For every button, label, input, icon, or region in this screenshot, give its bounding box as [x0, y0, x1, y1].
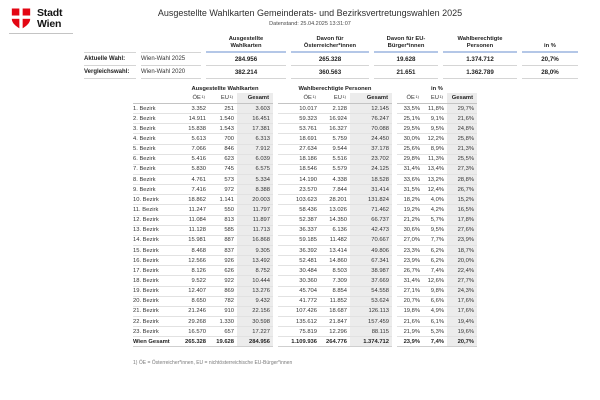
- table-cell: 846: [209, 145, 237, 155]
- table-cell: 5.579: [320, 165, 350, 175]
- table-cell: 3.352: [177, 104, 209, 114]
- summary-col-header: [291, 31, 369, 53]
- table-cell: 18.862: [177, 195, 209, 205]
- table-cell: 7.844: [320, 185, 350, 195]
- table-cell: 7.066: [177, 145, 209, 155]
- table-cell: 49.806: [350, 246, 392, 256]
- table-cell: 9.544: [320, 145, 350, 155]
- district-row-label: 8. Bezirk: [133, 175, 177, 185]
- district-row-label: 22. Bezirk: [133, 317, 177, 327]
- table-cell: 11.084: [177, 216, 209, 226]
- district-row-label: 21. Bezirk: [133, 307, 177, 317]
- table-cell: 17.381: [237, 124, 273, 134]
- table-cell: 6,6%: [423, 297, 447, 307]
- table-cell: 745: [209, 165, 237, 175]
- table-cell: 5.516: [320, 155, 350, 165]
- table-cell: 4.761: [177, 175, 209, 185]
- table-cell: 42.473: [350, 226, 392, 236]
- table-cell: 19,6%: [447, 327, 477, 337]
- table-cell: 6.575: [237, 165, 273, 175]
- table-cell: 28.201: [320, 195, 350, 205]
- table-cell: 8.388: [237, 185, 273, 195]
- column-group-label: Wahlberechtigte Personen: [298, 85, 372, 92]
- table-cell: 7,4%: [423, 266, 447, 276]
- table-cell: 25,1%: [397, 114, 423, 124]
- footnote-marker: 1): [312, 93, 316, 99]
- table-cell: 6,2%: [423, 246, 447, 256]
- table-cell: 13,2%: [423, 175, 447, 185]
- table-cell: 15.838: [177, 124, 209, 134]
- table-cell: 33,5%: [397, 104, 423, 114]
- table-cell: 21,6%: [397, 317, 423, 327]
- table-cell: 3.603: [237, 104, 273, 114]
- table-cell: 30.598: [237, 317, 273, 327]
- table-cell: 869: [209, 287, 237, 297]
- table-cell: 53.624: [350, 297, 392, 307]
- table-cell: 265.328: [177, 337, 209, 347]
- table-cell: 52.481: [278, 256, 320, 266]
- table-cell: 14.190: [278, 175, 320, 185]
- table-cell: 30.484: [278, 266, 320, 276]
- table-cell: 264.776: [320, 337, 350, 347]
- table-cell: 29.268: [177, 317, 209, 327]
- district-row-label: 3. Bezirk: [133, 124, 177, 134]
- group-header-spacer: [133, 84, 177, 93]
- summary-header-spacer: [141, 31, 201, 53]
- summary-header-label: Davon für Österreicher*innen: [303, 36, 357, 50]
- table-cell: 15.981: [177, 236, 209, 246]
- summary-value: 20,7%: [522, 53, 578, 66]
- summary-value: 284.956: [206, 53, 286, 66]
- summary-value: 21.651: [374, 66, 438, 79]
- table-cell: 23,3%: [397, 246, 423, 256]
- summary-value: 19.628: [374, 53, 438, 66]
- table-cell: 25,5%: [447, 155, 477, 165]
- table-cell: 284.956: [237, 337, 273, 347]
- summary-value: 28,0%: [522, 66, 578, 79]
- summary-value: 265.328: [291, 53, 369, 66]
- table-cell: 4,2%: [423, 205, 447, 215]
- table-cell: 24.450: [350, 134, 392, 144]
- table-cell: 31,4%: [397, 165, 423, 175]
- subcolumn-header: EU 1): [209, 93, 237, 104]
- district-row-label: 20. Bezirk: [133, 297, 177, 307]
- table-cell: 6.313: [237, 134, 273, 144]
- summary-col-header: [374, 31, 438, 53]
- table-cell: 16.924: [320, 114, 350, 124]
- table-cell: 5,3%: [423, 327, 447, 337]
- table-cell: 75.819: [278, 327, 320, 337]
- summary-value: 360.563: [291, 66, 369, 79]
- table-cell: 88.115: [350, 327, 392, 337]
- table-cell: 18,2%: [397, 195, 423, 205]
- table-cell: 131.824: [350, 195, 392, 205]
- table-cell: 11.797: [237, 205, 273, 215]
- summary-election-name: Wien-Wahl 2020: [141, 66, 201, 79]
- table-cell: 23,9%: [397, 256, 423, 266]
- table-cell: 910: [209, 307, 237, 317]
- table-cell: 1.109.936: [278, 337, 320, 347]
- table-cell: 107.426: [278, 307, 320, 317]
- table-cell: 58.436: [278, 205, 320, 215]
- table-cell: 573: [209, 175, 237, 185]
- table-cell: 28,8%: [447, 175, 477, 185]
- table-cell: 6,1%: [423, 317, 447, 327]
- summary-row-label: Vergleichswahl:: [84, 66, 136, 79]
- district-row-label: 4. Bezirk: [133, 134, 177, 144]
- district-row-label: 7. Bezirk: [133, 165, 177, 175]
- table-cell: 157.459: [350, 317, 392, 327]
- table-cell: 41.772: [278, 297, 320, 307]
- table-cell: 71.462: [350, 205, 392, 215]
- table-cell: 70.667: [350, 236, 392, 246]
- table-cell: 11.852: [320, 297, 350, 307]
- table-cell: 11.713: [237, 226, 273, 236]
- table-cell: 5.759: [320, 134, 350, 144]
- table-cell: 5.613: [177, 134, 209, 144]
- district-row-label: 14. Bezirk: [133, 236, 177, 246]
- table-cell: 25,6%: [397, 145, 423, 155]
- summary-value: 1.362.789: [443, 66, 517, 79]
- table-cell: 813: [209, 216, 237, 226]
- table-cell: 837: [209, 246, 237, 256]
- logo-divider: [9, 33, 73, 34]
- table-cell: 126.113: [350, 307, 392, 317]
- table-cell: 6.136: [320, 226, 350, 236]
- subcolumn-header: EU 1): [423, 93, 447, 104]
- table-cell: 27,6%: [447, 226, 477, 236]
- table-cell: 1.374.712: [350, 337, 392, 347]
- table-cell: 12.566: [177, 256, 209, 266]
- summary-header-label: in %: [544, 43, 556, 50]
- table-cell: 29,5%: [397, 124, 423, 134]
- table-cell: 11,3%: [423, 155, 447, 165]
- table-cell: 17,8%: [447, 216, 477, 226]
- table-cell: 15,2%: [447, 195, 477, 205]
- table-cell: 26,7%: [447, 185, 477, 195]
- table-cell: 24,8%: [447, 124, 477, 134]
- footnote-marker: 1): [229, 93, 233, 99]
- table-cell: 67.341: [350, 256, 392, 266]
- table-cell: 29,7%: [447, 104, 477, 114]
- data-timestamp: Datenstand: 25.04.2025 13:31:07: [269, 21, 351, 27]
- table-cell: 18.691: [278, 134, 320, 144]
- table-cell: 10.444: [237, 276, 273, 286]
- table-cell: 10.017: [278, 104, 320, 114]
- table-cell: 13.026: [320, 205, 350, 215]
- table-cell: 7,4%: [423, 337, 447, 347]
- table-cell: 22,4%: [447, 266, 477, 276]
- district-row-label: 10. Bezirk: [133, 195, 177, 205]
- summary-col-header: [206, 31, 286, 53]
- table-cell: 11.128: [177, 226, 209, 236]
- table-cell: 27,1%: [397, 287, 423, 297]
- table-cell: 16.570: [177, 327, 209, 337]
- table-cell: 19,4%: [447, 317, 477, 327]
- table-cell: 13,4%: [423, 165, 447, 175]
- table-cell: 20,7%: [447, 337, 477, 347]
- table-cell: 11.247: [177, 205, 209, 215]
- table-cell: 31,4%: [397, 276, 423, 286]
- table-cell: 1.540: [209, 114, 237, 124]
- table-cell: 8.468: [177, 246, 209, 256]
- wien-shield-icon: [10, 7, 32, 36]
- table-cell: 18.186: [278, 155, 320, 165]
- district-row-label: 11. Bezirk: [133, 205, 177, 215]
- table-cell: 23.702: [350, 155, 392, 165]
- subcolumn-header: ÖE 1): [177, 93, 209, 104]
- table-cell: 8.503: [320, 266, 350, 276]
- table-cell: 9.522: [177, 276, 209, 286]
- summary-value: 382.214: [206, 66, 286, 79]
- table-cell: 16.451: [237, 114, 273, 124]
- table-cell: 29,8%: [397, 155, 423, 165]
- table-cell: 5.830: [177, 165, 209, 175]
- subcolumn-header: ÖE 1): [278, 93, 320, 104]
- table-cell: 7,7%: [423, 236, 447, 246]
- table-cell: 657: [209, 327, 237, 337]
- district-row-label: 1. Bezirk: [133, 104, 177, 114]
- table-cell: 12.296: [320, 327, 350, 337]
- stadt-wien-logo: [10, 7, 62, 36]
- table-cell: 8.650: [177, 297, 209, 307]
- table-cell: 13.492: [237, 256, 273, 266]
- table-cell: 550: [209, 205, 237, 215]
- district-row-label: 19. Bezirk: [133, 287, 177, 297]
- table-cell: 9,1%: [423, 114, 447, 124]
- district-row-label: 9. Bezirk: [133, 185, 177, 195]
- table-cell: 20,0%: [447, 256, 477, 266]
- table-cell: 20.003: [237, 195, 273, 205]
- table-cell: 21,2%: [397, 216, 423, 226]
- table-cell: 12.407: [177, 287, 209, 297]
- table-cell: 30.360: [278, 276, 320, 286]
- table-cell: 9.432: [237, 297, 273, 307]
- subcolumn-header: Gesamt: [350, 93, 392, 104]
- footnote: 1) ÖE = Österreicher*innen, EU = nichtösterreichische EU-Bürger*innen: [133, 360, 293, 366]
- summary-table: [84, 31, 578, 79]
- table-cell: 59.185: [278, 236, 320, 246]
- summary-header-label: Davon für EU-Bürger*innen: [386, 36, 426, 50]
- summary-header-spacer: [84, 31, 136, 53]
- table-cell: 13.276: [237, 287, 273, 297]
- table-cell: 8.752: [237, 266, 273, 276]
- table-cell: 66.737: [350, 216, 392, 226]
- table-cell: 9,8%: [423, 287, 447, 297]
- table-cell: 31,5%: [397, 185, 423, 195]
- table-cell: 13.414: [320, 246, 350, 256]
- table-cell: 38.987: [350, 266, 392, 276]
- table-cell: 27,0%: [397, 236, 423, 246]
- district-row-label: 2. Bezirk: [133, 114, 177, 124]
- table-cell: 11.482: [320, 236, 350, 246]
- table-cell: 6.039: [237, 155, 273, 165]
- table-cell: 16,5%: [447, 205, 477, 215]
- table-cell: 20,7%: [397, 297, 423, 307]
- logo-line1: Stadt: [37, 7, 63, 19]
- summary-col-header: [443, 31, 517, 53]
- subcolumn-header: EU 1): [320, 93, 350, 104]
- table-cell: 36.337: [278, 226, 320, 236]
- table-cell: 37.178: [350, 145, 392, 155]
- table-cell: 18,7%: [447, 246, 477, 256]
- logo-text: [37, 7, 62, 30]
- table-cell: 887: [209, 236, 237, 246]
- table-cell: 103.623: [278, 195, 320, 205]
- column-group-label: Ausgestellte Wahlkarten: [191, 85, 259, 92]
- table-cell: 21.847: [320, 317, 350, 327]
- table-cell: 6,2%: [423, 256, 447, 266]
- summary-header-label: Wahlberechtigte Personen: [457, 36, 503, 50]
- table-cell: 70.088: [350, 124, 392, 134]
- district-row-label: 13. Bezirk: [133, 226, 177, 236]
- district-row-label: 6. Bezirk: [133, 155, 177, 165]
- table-cell: 9.305: [237, 246, 273, 256]
- table-cell: 2.128: [320, 104, 350, 114]
- table-cell: 16.868: [237, 236, 273, 246]
- table-cell: 24,3%: [447, 287, 477, 297]
- footnote-marker: 1): [415, 93, 419, 99]
- subheader-spacer: [133, 93, 177, 104]
- table-cell: 27,7%: [447, 276, 477, 286]
- table-cell: 4,0%: [423, 195, 447, 205]
- table-cell: 251: [209, 104, 237, 114]
- table-cell: 14.911: [177, 114, 209, 124]
- table-cell: 22.156: [237, 307, 273, 317]
- table-cell: 59.323: [278, 114, 320, 124]
- table-cell: 1.330: [209, 317, 237, 327]
- table-cell: 8,9%: [423, 145, 447, 155]
- table-cell: 135.612: [278, 317, 320, 327]
- footnote-marker: 1): [342, 93, 346, 99]
- summary-election-name: Wien-Wahl 2025: [141, 53, 201, 66]
- table-cell: 972: [209, 185, 237, 195]
- table-cell: 30,6%: [397, 226, 423, 236]
- table-cell: 24.125: [350, 165, 392, 175]
- table-cell: 12,2%: [423, 134, 447, 144]
- table-cell: 21,9%: [397, 327, 423, 337]
- table-cell: 31.414: [350, 185, 392, 195]
- subcolumn-header: ÖE 1): [397, 93, 423, 104]
- footnote-marker: 1): [201, 93, 205, 99]
- table-cell: 21.246: [177, 307, 209, 317]
- table-cell: 1.543: [209, 124, 237, 134]
- summary-header-label: Ausgestellte Wahlkarten: [228, 36, 264, 50]
- table-cell: 27,3%: [447, 165, 477, 175]
- table-cell: 11.897: [237, 216, 273, 226]
- table-cell: 23,9%: [397, 337, 423, 347]
- table-cell: 1.141: [209, 195, 237, 205]
- table-cell: 26,7%: [397, 266, 423, 276]
- table-cell: 23,9%: [447, 236, 477, 246]
- table-cell: 585: [209, 226, 237, 236]
- table-cell: 53.761: [278, 124, 320, 134]
- page-title: Ausgestellte Wahlkarten Gemeinderats- und Bezirksvertretungswahlen 2025: [157, 8, 463, 18]
- summary-value: 1.374.712: [443, 53, 517, 66]
- table-cell: 9,5%: [423, 226, 447, 236]
- district-row-label: 23. Bezirk: [133, 327, 177, 337]
- table-cell: 5.334: [237, 175, 273, 185]
- table-cell: 18.528: [350, 175, 392, 185]
- table-cell: 12,6%: [423, 276, 447, 286]
- table-cell: 926: [209, 256, 237, 266]
- summary-col-header: [522, 31, 578, 53]
- table-cell: 21,6%: [447, 114, 477, 124]
- table-cell: 18.687: [320, 307, 350, 317]
- subcolumn-header: Gesamt: [447, 93, 477, 104]
- table-cell: 7.309: [320, 276, 350, 286]
- table-cell: 626: [209, 266, 237, 276]
- table-cell: 8.854: [320, 287, 350, 297]
- district-row-label: 17. Bezirk: [133, 266, 177, 276]
- table-cell: 27.634: [278, 145, 320, 155]
- table-cell: 7.416: [177, 185, 209, 195]
- table-cell: 23.570: [278, 185, 320, 195]
- table-cell: 17,6%: [447, 307, 477, 317]
- table-cell: 922: [209, 276, 237, 286]
- district-row-label: 16. Bezirk: [133, 256, 177, 266]
- table-cell: 9,5%: [423, 124, 447, 134]
- table-cell: 5.416: [177, 155, 209, 165]
- table-cell: 11,8%: [423, 104, 447, 114]
- table-cell: 4,9%: [423, 307, 447, 317]
- table-cell: 12.145: [350, 104, 392, 114]
- total-row-label: Wien Gesamt: [133, 337, 177, 347]
- table-cell: 623: [209, 155, 237, 165]
- table-cell: 52.387: [278, 216, 320, 226]
- logo-line2: Wien: [37, 18, 62, 31]
- table-cell: 25,8%: [447, 134, 477, 144]
- table-cell: 8.126: [177, 266, 209, 276]
- table-cell: 19.628: [209, 337, 237, 347]
- column-group-label: in %: [431, 85, 443, 92]
- subcolumn-header: Gesamt: [237, 93, 273, 104]
- table-cell: 12,4%: [423, 185, 447, 195]
- table-cell: 19,2%: [397, 205, 423, 215]
- table-cell: 4.338: [320, 175, 350, 185]
- table-cell: 37.669: [350, 276, 392, 286]
- table-cell: 17,6%: [447, 297, 477, 307]
- district-row-label: 18. Bezirk: [133, 276, 177, 286]
- footnote-marker: 1): [439, 93, 443, 99]
- table-cell: 36.392: [278, 246, 320, 256]
- report-header: [80, 8, 540, 27]
- table-cell: 17.227: [237, 327, 273, 337]
- summary-row-label: Aktuelle Wahl:: [84, 53, 136, 66]
- table-cell: 16.327: [320, 124, 350, 134]
- district-row-label: 12. Bezirk: [133, 216, 177, 226]
- table-cell: 18.546: [278, 165, 320, 175]
- table-cell: 14.860: [320, 256, 350, 266]
- district-table: [133, 84, 477, 347]
- table-cell: 76.247: [350, 114, 392, 124]
- district-row-label: 15. Bezirk: [133, 246, 177, 256]
- table-cell: 54.558: [350, 287, 392, 297]
- table-cell: 45.704: [278, 287, 320, 297]
- table-cell: 21,3%: [447, 145, 477, 155]
- table-cell: 5,7%: [423, 216, 447, 226]
- table-cell: 33,6%: [397, 175, 423, 185]
- table-cell: 7.912: [237, 145, 273, 155]
- table-cell: 700: [209, 134, 237, 144]
- table-cell: 19,8%: [397, 307, 423, 317]
- table-cell: 14.350: [320, 216, 350, 226]
- district-row-label: 5. Bezirk: [133, 145, 177, 155]
- table-cell: 30,0%: [397, 134, 423, 144]
- table-cell: 782: [209, 297, 237, 307]
